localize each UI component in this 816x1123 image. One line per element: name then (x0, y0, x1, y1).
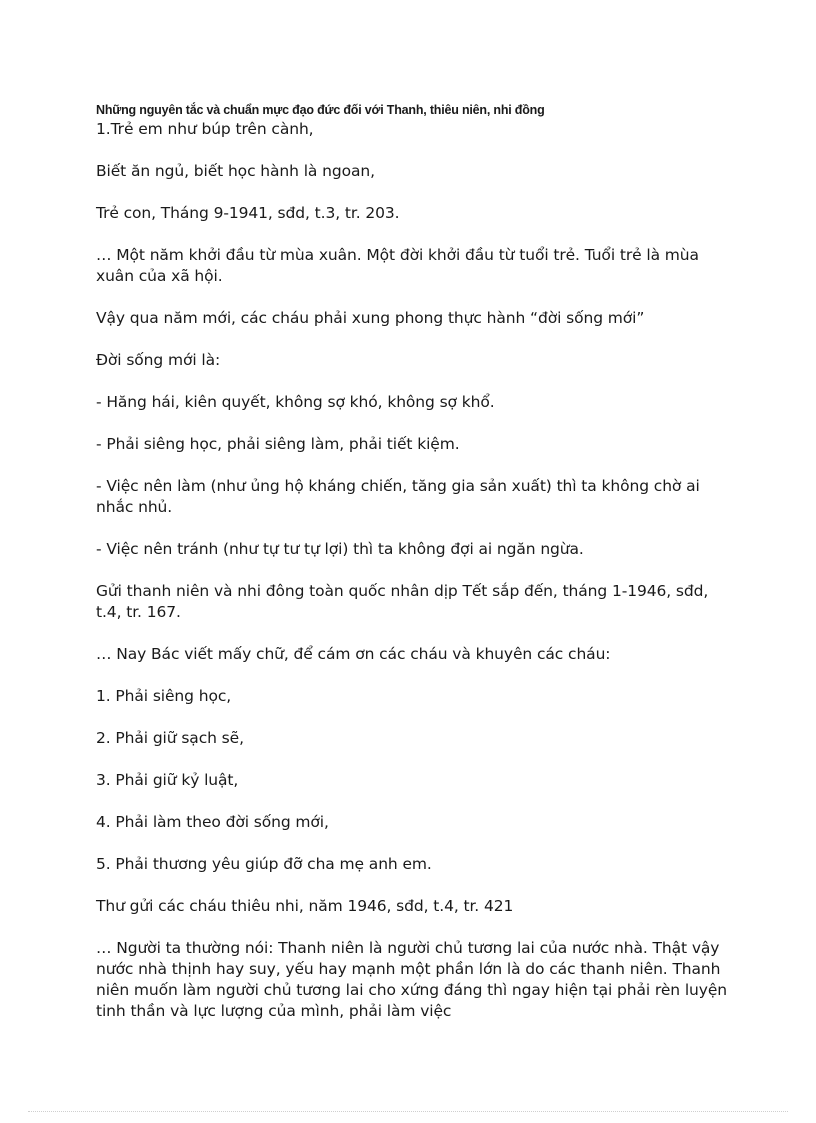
paragraph: - Việc nên làm (như ủng hộ kháng chiến, tăng gia sản xuất) thì ta không chờ ai nhắc nhủ. (96, 477, 700, 516)
paragraph: 1.Trẻ em như búp trên cành, (96, 120, 314, 138)
paragraph: Thư gửi các cháu thiêu nhi, năm 1946, sđd, t.4, tr. 421 (96, 897, 514, 915)
document-body (96, 119, 736, 1022)
paragraph: Gửi thanh niên và nhi đông toàn quốc nhân dịp Tết sắp đến, tháng 1-1946, sđd, t.4, tr. 167. (96, 582, 709, 621)
list-item: 2. Phải giữ sạch sẽ, (96, 729, 244, 747)
list-item: 3. Phải giữ kỷ luật, (96, 771, 239, 789)
page-bottom-divider (28, 1111, 788, 1112)
paragraph: - Phải siêng học, phải siêng làm, phải tiết kiệm. (96, 435, 460, 453)
paragraph: Biết ăn ngủ, biết học hành là ngoan, (96, 162, 375, 180)
document-title: Những nguyên tắc và chuẩn mực đạo đức đối với Thanh, thiêu niên, nhi đồng (96, 103, 545, 117)
document-page (96, 102, 736, 1043)
paragraph: - Việc nên tránh (như tự tư tự lợi) thì ta không đợi ai ngăn ngừa. (96, 540, 584, 558)
paragraph: Trẻ con, Tháng 9-1941, sđd, t.3, tr. 203. (96, 204, 400, 222)
list-item: 4. Phải làm theo đời sống mới, (96, 813, 329, 831)
paragraph: Vậy qua năm mới, các cháu phải xung phong thực hành “đời sống mới” (96, 309, 645, 327)
list-item: 1. Phải siêng học, (96, 687, 232, 705)
paragraph: - Hăng hái, kiên quyết, không sợ khó, không sợ khổ. (96, 393, 495, 411)
paragraph: Đời sống mới là: (96, 351, 221, 369)
paragraph: … Một năm khởi đầu từ mùa xuân. Một đời khởi đầu từ tuổi trẻ. Tuổi trẻ là mùa xuân của xã hội. (96, 246, 699, 285)
list-item: 5. Phải thương yêu giúp đỡ cha mẹ anh em. (96, 855, 432, 873)
paragraph: … Người ta thường nói: Thanh niên là người chủ tương lai của nước nhà. Thật vậy nước nhà thịnh hay suy, yếu hay mạnh một phần lớn là do các thanh niên. Thanh niên muốn làm người chủ tương lai cho xứng đáng thì ngay hiện tại phải rèn luyện tinh thần và lực lượng của mình, phải làm việc (96, 939, 727, 1020)
paragraph: … Nay Bác viết mấy chữ, để cám ơn các cháu và khuyên các cháu: (96, 645, 611, 663)
